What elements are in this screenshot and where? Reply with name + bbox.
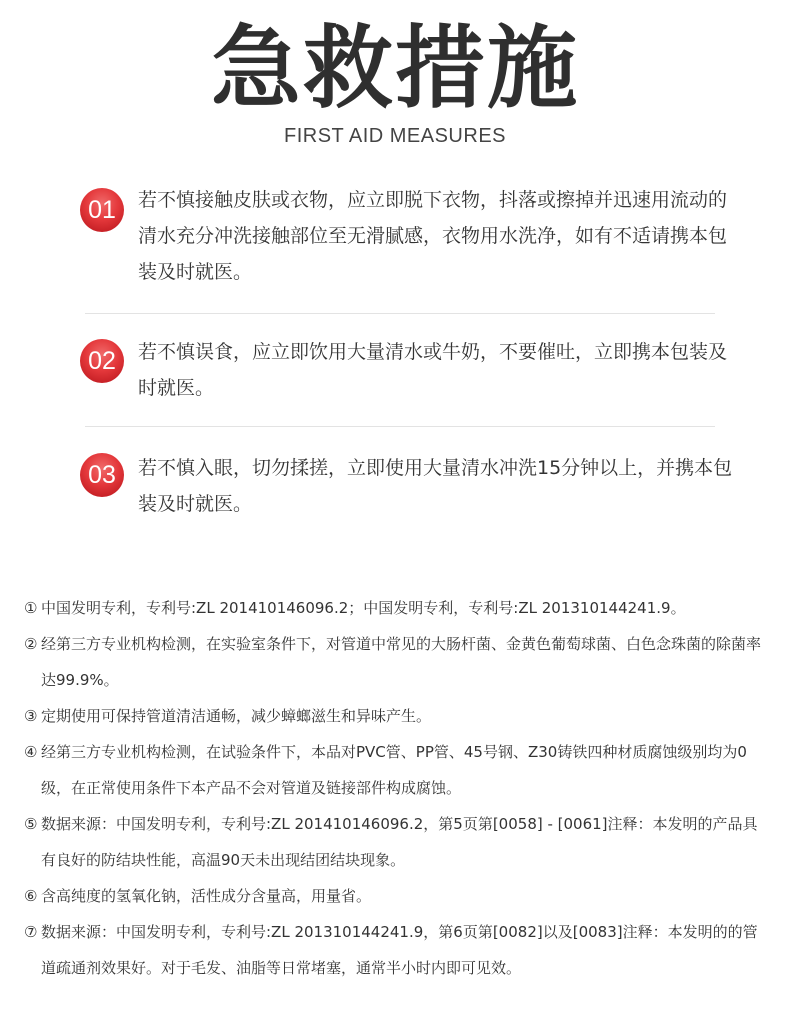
footnote-text: 数据来源：中国发明专利，专利号:ZL 201310144241.9，第6页第[0082]以及[0083]注释：本发明的的管道疏通剂效果好。对于毛发、油脂等日常堵塞，通常半小时内即可见效。: [41, 923, 758, 977]
footnote-6: [24, 878, 770, 914]
footnote-marker: ③: [24, 707, 38, 725]
footnote-3: [24, 698, 770, 734]
step-text-03: 若不慎入眼，切勿揉搓，立即使用大量清水冲洗15分钟以上，并携本包装及时就医。: [138, 457, 733, 515]
page-subtitle: FIRST AID MEASURES: [283, 125, 506, 147]
divider: [85, 426, 715, 427]
footnote-text: 数据来源：中国发明专利，专利号:ZL 201410146096.2，第5页第[0058] - [0061]注释：本发明的产品具有良好的防结块性能，高温90天未出现结团结块现象。: [41, 815, 758, 869]
footnote-2: [24, 626, 770, 698]
step-text-01: 若不慎接触皮肤或衣物，应立即脱下衣物，抖落或擦掉并迅速用流动的清水充分冲洗接触部位至无滑腻感，衣物用水洗净，如有不适请携本包装及时就医。: [138, 189, 728, 283]
footnote-marker: ②: [24, 635, 38, 653]
footnote-5: [24, 806, 770, 878]
footnote-marker: ⑥: [24, 887, 38, 905]
page-title: 急救措施: [211, 16, 579, 121]
divider: [85, 313, 715, 314]
footnotes: [24, 590, 770, 986]
footnote-7: [24, 914, 770, 986]
step-number-badge-02: 02: [80, 339, 124, 383]
footnote-marker: ④: [24, 743, 38, 761]
step-number-badge-01: 01: [80, 188, 124, 232]
footnote-text: 含高纯度的氢氧化钠，活性成分含量高，用量省。: [41, 887, 372, 905]
footnote-marker: ⑦: [24, 923, 38, 941]
footnote-text: 定期使用可保持管道清洁通畅，减少蟑螂滋生和异味产生。: [41, 707, 432, 725]
footnote-text: 中国发明专利，专利号:ZL 201410146096.2；中国发明专利，专利号:ZL 201310144241.9。: [41, 599, 686, 617]
footnote-1: [24, 590, 770, 626]
footnote-text: 经第三方专业机构检测，在实验室条件下，对管道中常见的大肠杆菌、金黄色葡萄球菌、白色念珠菌的除菌率达99.9%。: [41, 635, 762, 689]
footnote-text: 经第三方专业机构检测，在试验条件下，本品对PVC管、PP管、45号钢、Z30铸铁四种材质腐蚀级别均为0级，在正常使用条件下本产品不会对管道及链接部件构成腐蚀。: [41, 743, 747, 797]
footnote-marker: ⑤: [24, 815, 38, 833]
step-text-02: 若不慎误食，应立即饮用大量清水或牛奶，不要催吐，立即携本包装及时就医。: [138, 341, 728, 399]
footnote-marker: ①: [24, 599, 38, 617]
footnote-4: [24, 734, 770, 806]
step-number-badge-03: 03: [80, 453, 124, 497]
